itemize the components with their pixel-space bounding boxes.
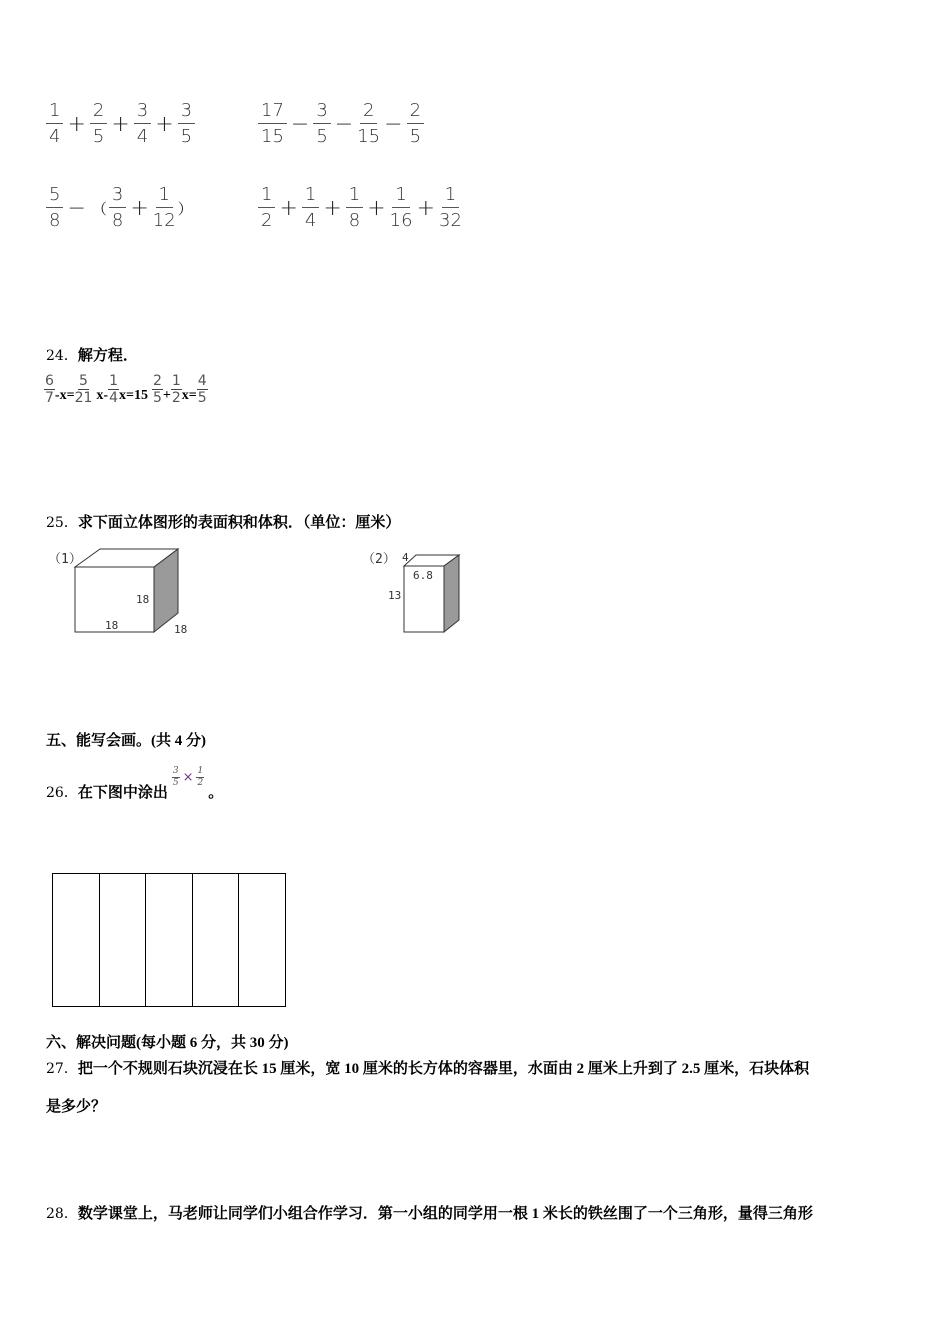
question-27-line-2: 是多少？ [46, 1099, 107, 1115]
fraction [109, 186, 126, 230]
section-6-title: 六、解决问题(每小题 6 分，共 30 分) [46, 1035, 289, 1051]
numerator: 2 [407, 102, 424, 124]
cuboid-width-label: 6.8 [413, 569, 433, 582]
fraction [134, 102, 151, 146]
fraction [75, 374, 93, 405]
grid-cell[interactable] [239, 874, 285, 1006]
numerator: 1 [156, 186, 173, 208]
grid-cell[interactable] [193, 874, 240, 1006]
expression-1 [46, 102, 195, 146]
fraction [44, 374, 55, 405]
fraction [46, 186, 63, 230]
fraction [90, 102, 107, 146]
operator: + [323, 195, 342, 221]
question-text: 数学课堂上，马老师让同学们小组合作学习．第一小组的同学用一根 1 米长的铁丝围了一个三角形，量得三角形 [77, 1206, 813, 1222]
fraction [152, 374, 163, 405]
fraction [196, 767, 204, 788]
equation-text: x- [96, 387, 109, 403]
fraction [178, 102, 195, 146]
numerator: 2 [360, 102, 377, 124]
operator: + [130, 195, 149, 221]
denominator: 4 [136, 126, 149, 147]
fraction [171, 374, 182, 405]
fraction [302, 186, 319, 230]
denominator: 5 [409, 126, 422, 147]
denominator: 5 [92, 126, 105, 147]
question-24-heading [46, 344, 138, 365]
cuboid-figure [400, 552, 465, 637]
operator: + [155, 111, 174, 137]
cube-height-label: 18 [136, 593, 150, 606]
denominator: 8 [111, 210, 124, 231]
operator: + [67, 111, 86, 137]
fraction [346, 186, 363, 230]
figure-2-label: （2） [362, 552, 396, 567]
numerator: 1 [442, 186, 459, 208]
denominator: 15 [261, 126, 284, 147]
numerator: 1 [346, 186, 363, 208]
numerator: 1 [302, 186, 319, 208]
denominator: 5 [152, 390, 162, 406]
grid-cell[interactable] [53, 874, 100, 1006]
denominator: 5 [197, 390, 207, 406]
denominator: 2 [197, 778, 204, 788]
numerator: 1 [46, 102, 63, 124]
equation-text: -x= [54, 387, 75, 403]
question-number: 28． [46, 1206, 78, 1222]
fraction [407, 102, 424, 146]
denominator: 12 [152, 210, 176, 231]
question-26 [46, 762, 223, 802]
fraction [172, 767, 180, 788]
fraction [46, 102, 63, 146]
denominator: 4 [109, 390, 118, 406]
equation-text: x=15 [118, 387, 148, 403]
denominator: 8 [49, 210, 61, 231]
equation-text: + [162, 387, 171, 403]
section-5-title: 五、能写会画。(共 4 分) [46, 733, 206, 749]
numerator: 5 [46, 186, 63, 208]
numerator: 6 [45, 373, 54, 389]
fraction [197, 374, 208, 405]
denominator: 4 [49, 126, 61, 147]
equations-row [44, 374, 208, 405]
fraction [108, 374, 119, 405]
expression-3 [46, 186, 195, 230]
operator: + [111, 111, 130, 137]
left-paren: （ [91, 199, 107, 218]
question-end: 。 [208, 785, 224, 801]
denominator: 32 [439, 210, 462, 231]
denominator: 8 [348, 210, 361, 231]
fraction [258, 102, 287, 146]
question-title: 解方程． [77, 348, 138, 364]
operator: + [367, 195, 386, 221]
numerator: 3 [134, 102, 151, 124]
fraction [439, 186, 462, 230]
question-28-line-1 [46, 1202, 813, 1223]
times-operator: × [182, 770, 194, 785]
numerator: 1 [258, 186, 275, 208]
numerator: 3 [172, 766, 179, 776]
numerator: 3 [109, 186, 126, 208]
operator: + [416, 195, 436, 221]
question-text: 把一个不规则石块沉浸在长 15 厘米，宽 10 厘米的长方体的容器里，水面由 2 厘米上升到了 2.5 厘米，石块体积 [77, 1061, 810, 1077]
numerator: 1 [109, 373, 118, 389]
denominator: 2 [261, 210, 273, 231]
numerator: 3 [178, 102, 195, 124]
fraction [390, 186, 413, 230]
numerator: 4 [197, 373, 207, 389]
denominator: 7 [45, 390, 54, 406]
grid-cell[interactable] [146, 874, 193, 1006]
coloring-grid[interactable] [52, 873, 286, 1007]
denominator: 16 [389, 210, 413, 231]
cube-width-label: 18 [174, 623, 188, 636]
numerator: 1 [171, 373, 181, 389]
fraction [153, 186, 176, 230]
operator: − [334, 111, 354, 137]
question-number: 26． [46, 785, 78, 801]
grid-cell[interactable] [100, 874, 147, 1006]
fraction [258, 186, 275, 230]
cuboid-side-face [444, 555, 459, 632]
operator: − [290, 111, 310, 137]
numerator: 17 [258, 102, 287, 124]
denominator: 21 [74, 390, 93, 406]
question-number: 24． [46, 348, 78, 364]
question-text: 在下图中涂出 [77, 785, 168, 801]
numerator: 1 [197, 766, 204, 776]
numerator: 3 [313, 102, 330, 124]
cuboid-height-label: 13 [388, 589, 402, 602]
expression-2 [258, 102, 424, 146]
figure-1-label: （1） [48, 552, 82, 567]
cube-length-label: 18 [105, 619, 119, 632]
numerator: 5 [79, 373, 88, 389]
operator: − [384, 111, 403, 137]
numerator: 2 [152, 373, 162, 389]
denominator: 5 [180, 126, 193, 147]
denominator: 15 [357, 126, 381, 147]
operator: + [279, 195, 298, 221]
denominator: 5 [172, 778, 179, 788]
denominator: 2 [171, 390, 181, 406]
question-27-line-1 [46, 1057, 809, 1078]
equation-text: x= [181, 387, 197, 403]
question-number: 25． [46, 515, 78, 531]
right-paren: ） [177, 199, 193, 218]
expression-4 [258, 186, 462, 230]
cuboid-top-label: 4 [402, 551, 409, 564]
operator: − [67, 195, 86, 221]
numerator: 2 [90, 102, 107, 124]
denominator: 4 [304, 210, 317, 231]
fraction [357, 102, 380, 146]
question-25-heading [46, 511, 400, 532]
question-title: 求下面立体图形的表面积和体积．（单位：厘米） [77, 515, 401, 531]
fraction-product [172, 767, 204, 788]
numerator: 1 [392, 186, 409, 208]
question-number: 27． [46, 1061, 78, 1077]
fraction [313, 102, 330, 146]
denominator: 5 [316, 126, 328, 147]
